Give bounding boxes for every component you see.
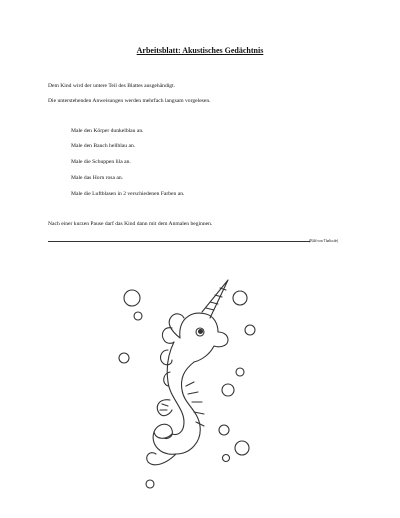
cut-line-divider — [48, 241, 310, 242]
image-credit: (Bild von Thalia.de) — [309, 238, 339, 243]
bubble-icon — [124, 290, 140, 306]
bubble-icon — [236, 368, 244, 376]
bubble-icon — [233, 291, 247, 305]
bubble-icon — [245, 325, 255, 335]
bubble-icon — [219, 425, 229, 435]
seahorse-illustration — [110, 268, 270, 498]
instruction-1: Male den Körper dunkelblau an. — [71, 128, 144, 134]
bubble-icon — [223, 455, 230, 462]
instruction-3: Male die Schuppen lila an. — [71, 159, 131, 165]
bubble-icon — [134, 312, 142, 320]
page-title: Arbeitsblatt: Akustisches Gedächtnis — [136, 46, 264, 55]
closing-line: Nach einer kurzen Pause darf das Kind dann mit dem Anmalen beginnen. — [48, 221, 213, 227]
intro-line-2: Die unterstehenden Anweisungen werden mehrfach langsam vorgelesen. — [48, 98, 211, 104]
horn-icon — [202, 280, 228, 318]
instruction-2: Male den Bauch hellblau an. — [71, 143, 136, 149]
bubble-icon — [222, 384, 234, 396]
bubble-icon — [119, 353, 129, 363]
bubble-icon — [146, 480, 154, 488]
instruction-5: Male die Luftblasen in 2 verschiedenen Farben an. — [71, 191, 185, 197]
bubble-icon — [235, 441, 249, 455]
instruction-4: Male das Horn rosa an. — [71, 175, 124, 181]
intro-line-1: Dem Kind wird der untere Teil des Blattes ausgehändigt. — [48, 83, 176, 89]
